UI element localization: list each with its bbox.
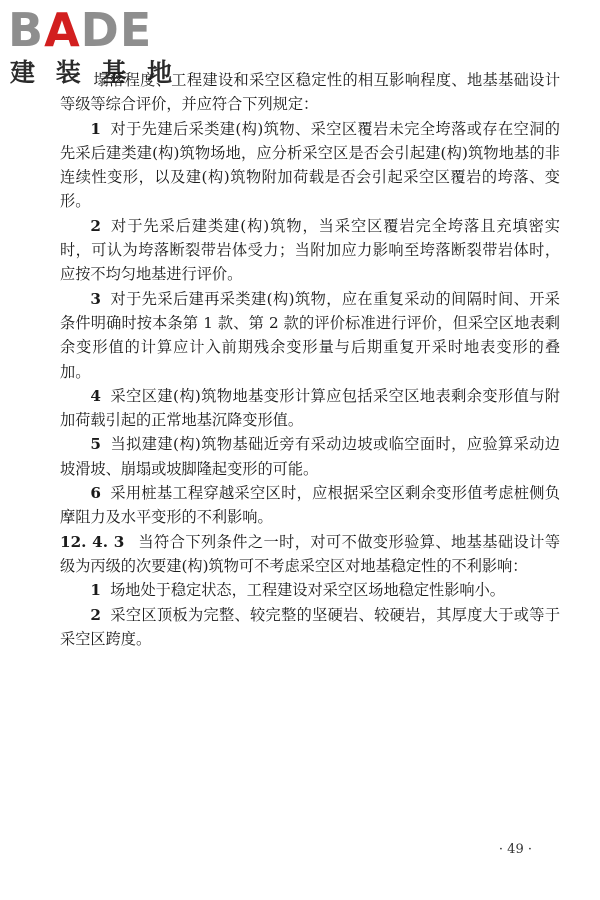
document-body <box>60 68 560 651</box>
item-text: 对于先采后建类建(构)筑物，当采空区覆岩完全垮落且充填密实时，可认为垮落断裂带岩体受力；当附加应力影响至垮落断裂带岩体时，应按不均匀地基进行评价。 <box>60 216 560 284</box>
page-number: · 49 · <box>498 842 532 857</box>
item-number: 2 <box>90 216 101 235</box>
clause-heading <box>60 530 560 579</box>
paragraph-intro <box>60 68 560 117</box>
item-number: 6 <box>90 484 101 503</box>
item-number: 1 <box>90 119 101 138</box>
clause-text: 当符合下列条件之一时，对可不做变形验算、地基基础设计等级为丙级的次要建(构)筑物可不考虑采空区对地基稳定性的不利影响： <box>60 532 561 575</box>
item-number: 4 <box>90 386 101 405</box>
item-text: 当拟建建(构)筑物基础近旁有采动边坡或临空面时，应验算采动边坡滑坡、崩塌或坡脚隆起变形的可能。 <box>60 435 560 478</box>
logo-letter-a: A <box>44 3 81 57</box>
item-text: 对于先建后采类建(构)筑物、采空区覆岩未完全垮落或存在空洞的先采后建类建(构)筑物场地，应分析采空区是否会引起建(构)筑物地基的非连续性变形，以及建(构)筑物附加荷载是否会引起采空区覆岩的垮落、变形。 <box>60 119 560 211</box>
list-item <box>60 432 560 481</box>
list-item <box>60 481 560 530</box>
logo-letters-de: DE <box>80 3 153 57</box>
item-number: 5 <box>90 435 101 454</box>
list-item <box>60 578 560 602</box>
item-text: 采用桩基工程穿越采空区时，应根据采空区剩余变形值考虑桩侧负摩阻力及水平变形的不利影响。 <box>60 484 560 527</box>
logo-letter-b: B <box>8 3 45 57</box>
item-text: 采空区建(构)筑物地基变形计算应包括采空区地表剩余变形值与附加荷载引起的正常地基沉降变形值。 <box>60 386 560 430</box>
list-item <box>60 287 560 384</box>
item-text: 采空区顶板为完整、较完整的坚硬岩、较硬岩，其厚度大于或等于采空区跨度。 <box>60 605 560 648</box>
item-number: 2 <box>90 605 101 624</box>
list-item <box>60 214 560 287</box>
item-number: 1 <box>90 581 101 600</box>
item-text: 场地处于稳定状态，工程建设对采空区场地稳定性影响小。 <box>110 581 505 600</box>
list-item <box>60 117 560 214</box>
logo-chinese: 建 装 基 地 <box>10 58 179 87</box>
clause-number: 12. 4. 3 <box>60 532 125 551</box>
logo-wordmark <box>8 4 188 56</box>
list-item <box>60 384 560 433</box>
list-item <box>60 603 560 652</box>
item-number: 3 <box>90 289 101 308</box>
paragraph-text: 塌落程度、工程建设和采空区稳定性的相互影响程度、地基基础设计等级等综合评价，并应符合下列规定： <box>60 71 560 114</box>
item-text: 对于先采后建再采类建(构)筑物，应在重复采动的间隔时间、开采条件明确时按本条第 1 款、第 2 款的评价标准进行评价，但采空区地表剩余变形值的计算应计入前期残余变形量与后期重复开采时地表变形的叠加。 <box>60 289 560 381</box>
